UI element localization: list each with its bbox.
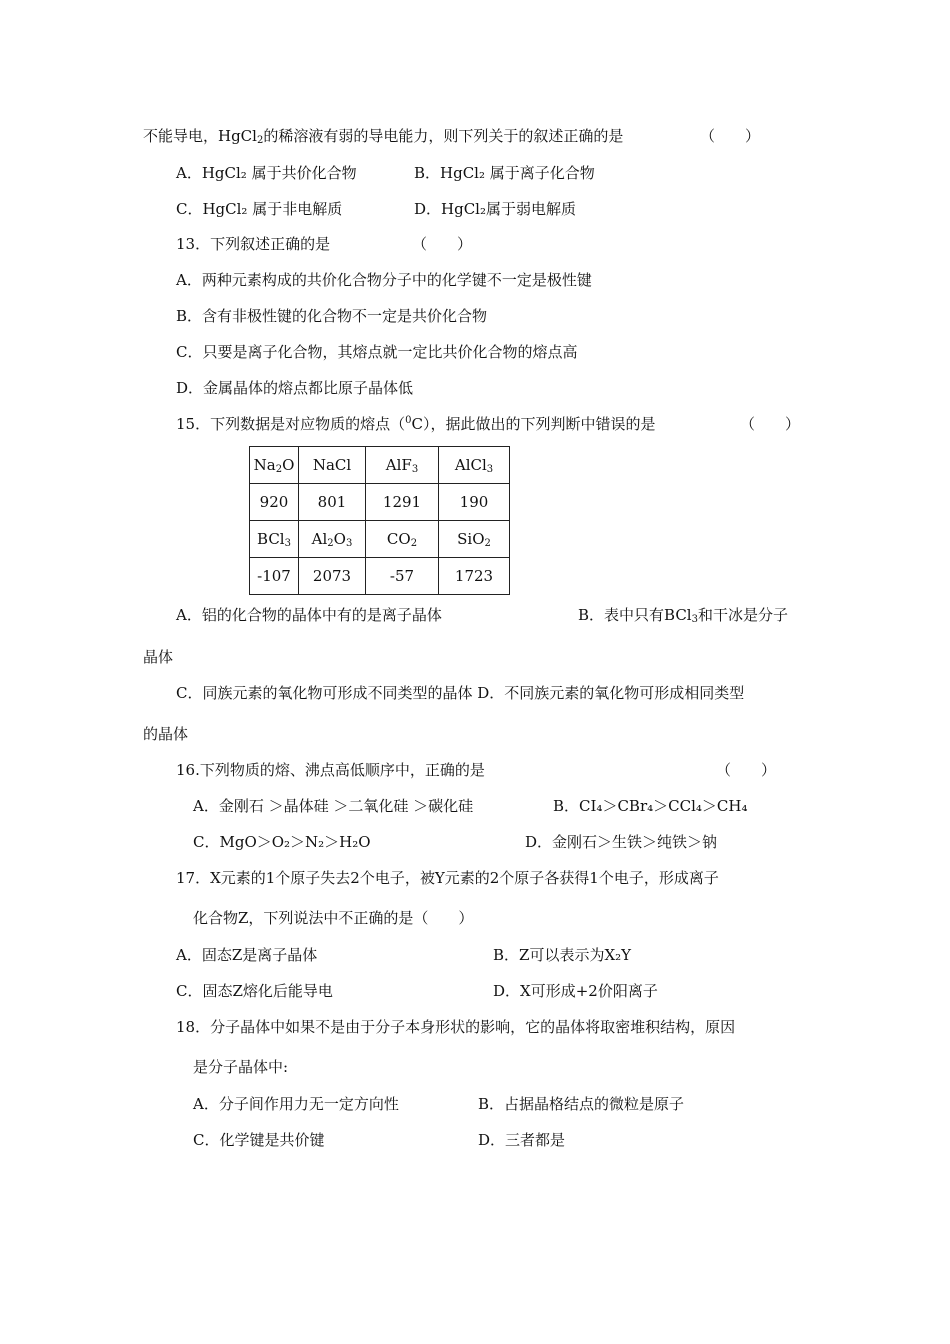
cell-text: NaCl: [312, 456, 352, 474]
q12-option-a: A．HgCl₂ 属于共价化合物: [176, 164, 357, 182]
q13-option-a: A．两种元素构成的共价化合物分子中的化学键不一定是极性键: [176, 271, 592, 289]
cell-sub: 3: [284, 538, 291, 549]
cell-text: O: [333, 530, 346, 548]
q15-option-b-sub: 3: [691, 614, 698, 625]
q15-option-b-continued: 晶体: [143, 648, 174, 666]
table-row: [250, 447, 510, 484]
q15-stem: [176, 414, 655, 434]
table-cell-sio2: [439, 521, 510, 558]
q12-answer-paren: （ ）: [700, 127, 761, 145]
cell-sub: 2: [327, 538, 334, 549]
cell-text: Na: [253, 456, 276, 474]
cell-text: AlCl: [454, 456, 487, 474]
q12-stem-part: 不能导电，HgCl: [143, 127, 257, 145]
cell-text: O: [282, 456, 295, 474]
q17-option-c: C．固态Z熔化后能导电: [176, 982, 333, 1000]
table-cell: 920: [250, 484, 299, 521]
q17-stem-continued: 化合物Z，下列说法中不正确的是（ ）: [193, 909, 474, 927]
q12-option-c: C．HgCl₂ 属于非电解质: [176, 200, 343, 218]
q13-answer-paren: （ ）: [412, 235, 473, 253]
q15-stem-part: 15．下列数据是对应物质的熔点（: [176, 415, 406, 433]
q16-option-b: B．CI₄＞CBr₄＞CCl₄＞CH₄: [553, 797, 748, 815]
q17-option-a: A．固态Z是离子晶体: [176, 946, 318, 964]
cell-sub: 3: [486, 464, 494, 475]
melting-point-table: [249, 446, 510, 595]
q15-option-cd-continued: 的晶体: [143, 725, 189, 743]
table-row: [250, 558, 510, 595]
q16-stem: 16.下列物质的熔、沸点高低顺序中，正确的是: [176, 761, 485, 779]
q15-answer-paren: （ ）: [740, 415, 801, 433]
table-cell-nacl: [299, 447, 366, 484]
table-cell: -107: [250, 558, 299, 595]
q15-stem-part: C），据此做出的下列判断中错误的是: [411, 415, 656, 433]
q13-option-d: D．金属晶体的熔点都比原子晶体低: [176, 379, 414, 397]
q17-option-d: D．X可形成+2价阳离子: [493, 982, 658, 1000]
q18-option-d: D．三者都是: [478, 1131, 566, 1149]
q16-option-d: D．金刚石＞生铁＞纯铁＞钠: [525, 833, 718, 851]
q17-option-b: B．Z可以表示为X₂Y: [493, 946, 632, 964]
q12-option-b: B．HgCl₂ 属于离子化合物: [414, 164, 595, 182]
table-cell: 2073: [299, 558, 366, 595]
q18-option-b: B．占据晶格结点的微粒是原子: [478, 1095, 685, 1113]
cell-sub: 3: [411, 464, 419, 475]
q13-option-c: C．只要是离子化合物，其熔点就一定比共价化合物的熔点高: [176, 343, 578, 361]
q16-option-c: C．MgO＞O₂＞N₂＞H₂O: [193, 833, 371, 851]
cell-sub: 2: [410, 538, 418, 549]
q15-option-b: [578, 605, 788, 625]
table-cell-alf3: [366, 447, 439, 484]
q18-stem: 18．分子晶体中如果不是由于分子本身形状的影响，它的晶体将取密堆积结构，原因: [176, 1018, 736, 1036]
table-cell: -57: [366, 558, 439, 595]
cell-sub: 2: [484, 538, 491, 549]
q15-option-cd: C．同族元素的氧化物可形成不同类型的晶体 D．不同族元素的氧化物可形成相同类型: [176, 684, 745, 702]
q18-stem-continued: 是分子晶体中:: [193, 1058, 289, 1076]
table-cell: 801: [299, 484, 366, 521]
cell-sub: 2: [275, 464, 283, 475]
q18-option-c: C．化学键是共价键: [193, 1131, 325, 1149]
q12-stem: [143, 126, 623, 146]
cell-text: BCl: [257, 530, 285, 548]
q18-option-a: A．分子间作用力无一定方向性: [193, 1095, 399, 1113]
q15-stem-sup: 0: [405, 415, 412, 426]
table-cell-alcl3: [439, 447, 510, 484]
q16-option-a: A．金刚石 ＞晶体硅 ＞二氧化硅 ＞碳化硅: [193, 797, 474, 815]
q15-option-b-part: 和干冰是分子: [697, 606, 788, 624]
table-cell: 1291: [366, 484, 439, 521]
table-cell-co2: [366, 521, 439, 558]
table-cell-na2o: [250, 447, 299, 484]
table-row: [250, 521, 510, 558]
cell-text: CO: [386, 530, 411, 548]
q17-stem: 17．X元素的1个原子失去2个电子，被Y元素的2个原子各获得1个电子，形成离子: [176, 869, 719, 887]
q16-answer-paren: （ ）: [716, 761, 777, 779]
table-cell-al2o3: [299, 521, 366, 558]
q13-option-b: B．含有非极性键的化合物不一定是共价化合物: [176, 307, 488, 325]
q15-option-b-part: B．表中只有BCl: [578, 606, 692, 624]
table-cell-bcl3: [250, 521, 299, 558]
q13-stem: 13．下列叙述正确的是: [176, 235, 331, 253]
cell-sub: 3: [345, 538, 353, 549]
q12-option-d: D．HgCl₂属于弱电解质: [414, 200, 576, 218]
cell-text: SiO: [457, 530, 485, 548]
q12-stem-sub: 2: [256, 135, 264, 146]
cell-text: AlF: [385, 456, 412, 474]
table-cell: 190: [439, 484, 510, 521]
q15-option-a: A．铝的化合物的晶体中有的是离子晶体: [176, 606, 442, 624]
q12-stem-part: 的稀溶液有弱的导电能力，则下列关于的叙述正确的是: [263, 127, 624, 145]
table-row: [250, 484, 510, 521]
cell-text: Al: [311, 530, 328, 548]
table-cell: 1723: [439, 558, 510, 595]
